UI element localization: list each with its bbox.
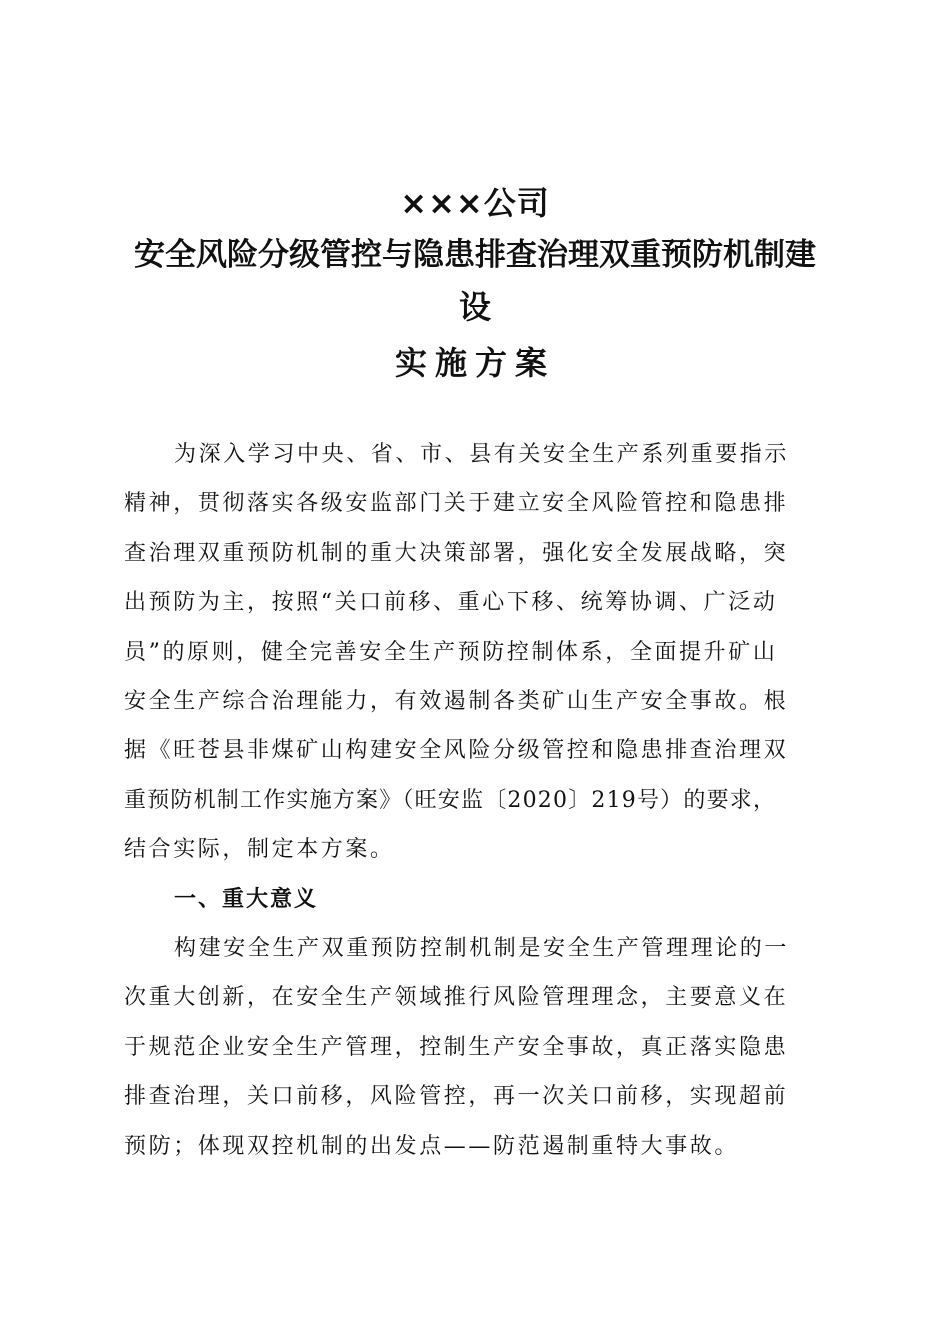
paragraph-line: 结合实际，制定本方案。 [124,837,395,863]
paragraph-line: 构建安全生产双重预防控制机制是安全生产管理理论的一 [174,936,790,962]
title-company: ×××公司 [400,184,550,222]
paragraph-line: 查治理双重预防机制的重大决策部署，强化安全发展战略，突 [124,540,789,566]
paragraph-line: 为深入学习中央、省、市、县有关安全生产系列重要指示 [174,442,790,467]
paragraph-line: 于规范企业安全生产管理，控制生产安全事故，真正落实隐患 [124,1034,789,1060]
paragraph-line: 排查治理，关口前移，风险管控，再一次关口前移，实现超前 [124,1084,789,1110]
paragraph-line: 员”的原则，健全完善安全生产预防控制体系，全面提升矿山 [124,639,778,665]
significance-paragraph [124,924,834,1171]
paragraph-line: 精神，贯彻落实各级安监部门关于建立安全风险管控和隐患排 [124,491,789,517]
paragraph-line: 据《旺苍县非煤矿山构建安全风险分级管控和隐患排查治理双 [124,738,789,764]
paragraph-line: 次重大创新，在安全生产领域推行风险管理理念，主要意义在 [124,985,789,1011]
title-main-continued: 设 [458,288,491,326]
document-title [0,177,950,389]
paragraph-line: 预防；体现双控机制的出发点——防范遏制重特大事故。 [124,1133,740,1159]
paragraph-line: 重预防机制工作实施方案》（旺安监〔2020〕219号）的要求， [124,787,777,813]
section-heading-significance: 一、重大意义 [174,886,319,912]
title-subtitle: 实施方案 [394,344,555,382]
title-main: 安全风险分级管控与隐患排查治理双重预防机制建 [134,237,816,273]
paragraph-line: 出预防为主，按照“关口前移、重心下移、统筹协调、广泛动 [124,590,778,616]
document-body [124,430,834,1171]
intro-paragraph [124,430,834,875]
paragraph-line: 安全生产综合治理能力，有效遏制各类矿山生产安全事故。根 [124,689,789,715]
